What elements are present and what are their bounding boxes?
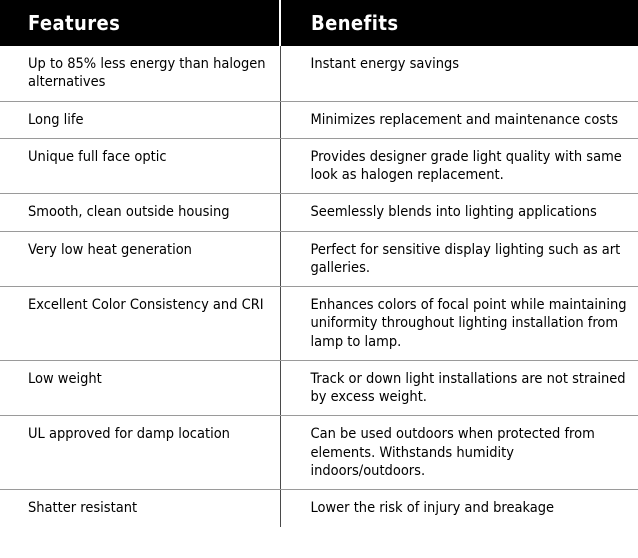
column-header-features: Features <box>0 0 280 46</box>
table-header-row <box>0 0 638 46</box>
feature-cell: Smooth, clean outside housing <box>0 194 280 231</box>
table-row <box>0 231 638 287</box>
benefit-cell: Enhances colors of focal point while maintaining uniformity throughout lighting installation from lamp to lamp. <box>280 287 638 361</box>
benefit-cell: Lower the risk of injury and breakage <box>280 490 638 527</box>
feature-cell: Very low heat generation <box>0 231 280 287</box>
table-row <box>0 360 638 416</box>
feature-cell: UL approved for damp location <box>0 416 280 490</box>
benefit-cell: Perfect for sensitive display lighting such as art galleries. <box>280 231 638 287</box>
table-row <box>0 46 638 101</box>
feature-cell: Excellent Color Consistency and CRI <box>0 287 280 361</box>
table-header <box>0 0 638 46</box>
feature-cell: Up to 85% less energy than halogen alternatives <box>0 46 280 101</box>
benefit-cell: Track or down light installations are not strained by excess weight. <box>280 360 638 416</box>
benefit-cell: Can be used outdoors when protected from elements. Withstands humidity indoors/outdoors. <box>280 416 638 490</box>
table-row <box>0 416 638 490</box>
feature-cell: Long life <box>0 101 280 138</box>
benefit-cell: Provides designer grade light quality with same look as halogen replacement. <box>280 138 638 194</box>
table-row <box>0 194 638 231</box>
table-row <box>0 490 638 527</box>
feature-cell: Unique full face optic <box>0 138 280 194</box>
feature-cell: Low weight <box>0 360 280 416</box>
table-row <box>0 287 638 361</box>
table-row <box>0 101 638 138</box>
benefit-cell: Instant energy savings <box>280 46 638 101</box>
feature-cell: Shatter resistant <box>28 500 138 517</box>
table-body <box>0 46 638 527</box>
column-header-benefits: Benefits <box>280 0 638 46</box>
benefit-cell: Seemlessly blends into lighting applications <box>280 194 638 231</box>
table-row <box>0 138 638 194</box>
benefit-cell: Minimizes replacement and maintenance costs <box>280 101 638 138</box>
